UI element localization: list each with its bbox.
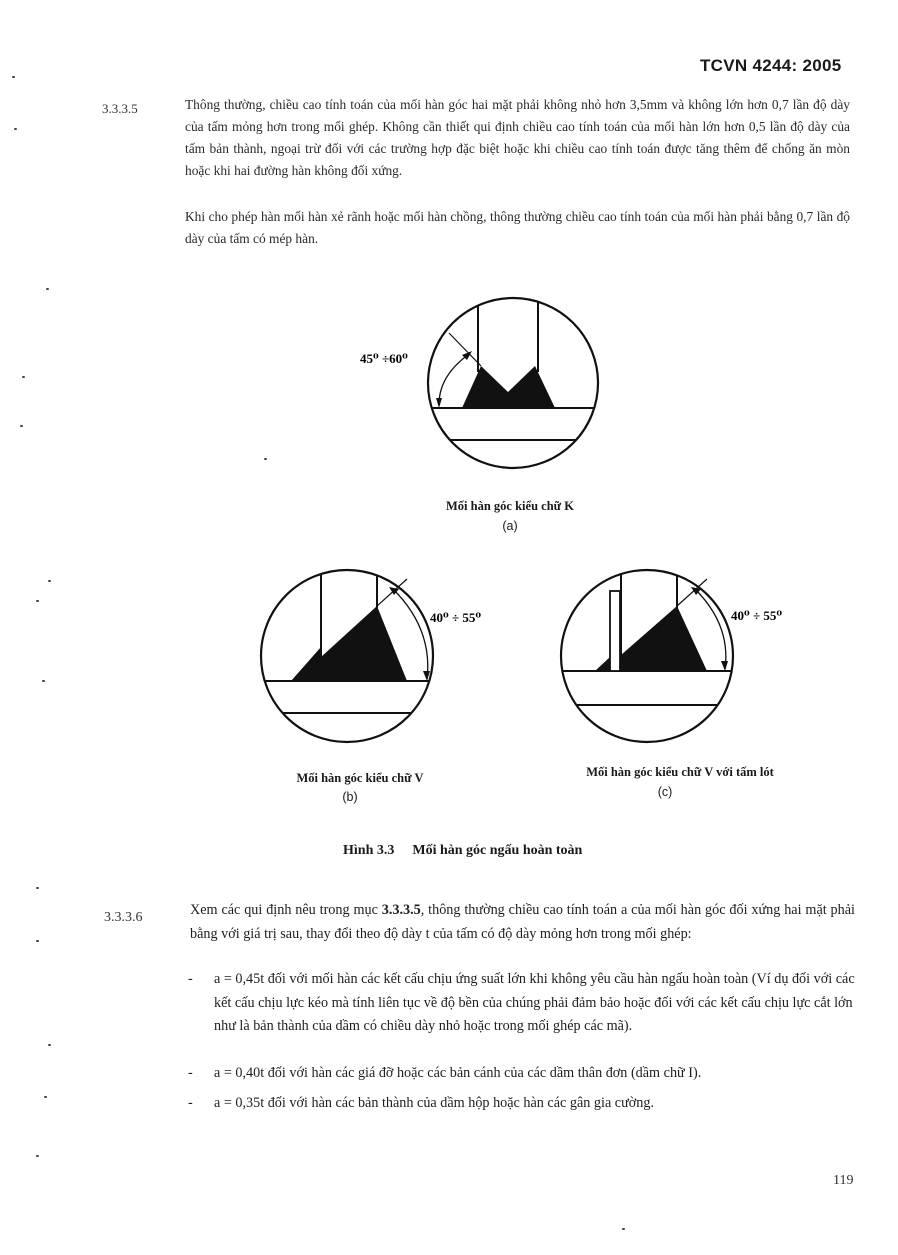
scan-speck [48,580,51,582]
panel-a-sublabel: (a) [502,519,518,533]
section-3336-intro [190,899,855,946]
bullet-marker: - [188,1065,193,1081]
panel-a-caption: Mối hàn góc kiểu chữ K [446,499,574,513]
list-item [188,1092,857,1116]
panel-c-angle-label: 40⁰ ÷ 55⁰ [731,608,783,623]
list-item-text: a = 0,40t đối với hàn các giá đỡ hoặc các bản cánh của các dầm thân đơn (dầm chữ I). [214,1065,702,1081]
intro-text-before: Xem các qui định nêu trong mục [190,902,382,918]
backing-plate [610,591,620,671]
v-weld-fill-b [291,606,407,681]
scan-speck [22,376,25,378]
bullet-marker: - [188,971,193,987]
section-3335-paragraph-2: Khi cho phép hàn mối hàn xẻ rãnh hoặc mối hàn chồng, thông thường chiều cao tính toán của mối hàn phải bằng 0,7 lần độ dày của tấm có mép hàn. [185,209,850,246]
scan-speck [20,425,23,427]
panel-c-caption: Mối hàn góc kiểu chữ V với tấm lót [586,765,774,779]
section-3335-paragraph-1: Thông thường, chiều cao tính toán của mối hàn góc hai mặt phải không nhỏ hơn 3,5mm và không lớn hơn 0,7 lần độ dày của tấm mỏng hơn trong mối ghép. Không cần thiết qui định chiều cao tính toán của mối hàn lớn hơn 0,5 lần độ dày của tấm bản thành, ngoại trừ đối với các trường hợp đặc biệt hoặc khi chiều cao tính toán được tăng thêm để chống ăn mòn hoặc khi hai đường hàn không đối xứng. [185,97,850,178]
scan-speck [14,128,17,130]
v-weld-fill-c [621,606,707,671]
list-item-text: a = 0,45t đối với mối hàn các kết cấu chịu ứng suất lớn khi không yêu cầu hàn ngấu hoàn toàn (Ví dụ đối với các kết cấu chịu lực kéo mà tính liên tục về độ bền của chúng phải đảm bảo hoặc đối với các kết cấu chịu lực cắt lớn như là bản thành của dầm có chiều dày nhỏ hoặc trong mối ghép các mã). [214,971,855,1034]
panel-b-angle-label: 40⁰ ÷ 55⁰ [430,610,482,625]
k-weld-fill [462,366,555,408]
list-item [188,1062,857,1086]
figure-number: Hình 3.3 [343,843,395,858]
figure-title [343,843,663,859]
figure-title-text: Mối hàn góc ngấu hoàn toàn [412,843,583,858]
scan-speck [36,600,39,602]
section-number-3336: 3.3.3.6 [104,910,143,925]
figure-panel-b-drawing [255,563,505,763]
scan-speck [622,1228,625,1230]
figure-panel-c-drawing [555,563,805,763]
scan-speck [264,458,267,460]
panel-b-caption: Mối hàn góc kiểu chữ V [296,771,424,785]
intro-text-after: , thông thường chiều cao tính toán a của mối hàn góc đối xứng hai mặt phải bằng với giá trị sau, thay đổi theo độ dày t của tấm có độ dày mỏng hơn trong mối ghép: [190,902,855,942]
panel-b-sublabel: (b) [342,790,358,804]
scan-speck [46,288,49,290]
list-item-text: a = 0,35t đối với hàn các bản thành của dầm hộp hoặc hàn các gân gia cường. [214,1095,655,1111]
scan-speck [36,1155,39,1157]
scan-speck [44,1096,47,1098]
list-item [188,968,857,1039]
panel-c-sublabel: (c) [657,785,673,799]
figure-panel-a-drawing [355,288,615,488]
scan-speck [36,887,39,889]
scan-speck [42,680,45,682]
scan-speck [36,940,39,942]
panel-a-angle-label: 45⁰ ÷60⁰ [360,351,408,366]
intro-reference: 3.3.3.5 [381,902,421,918]
standard-code: TCVN 4244: 2005 [700,56,842,75]
bullet-marker: - [188,1095,193,1111]
scan-speck [48,1044,51,1046]
section-number-3335: 3.3.3.5 [102,101,138,116]
page-number: 119 [833,1173,854,1188]
scan-speck [12,76,15,78]
